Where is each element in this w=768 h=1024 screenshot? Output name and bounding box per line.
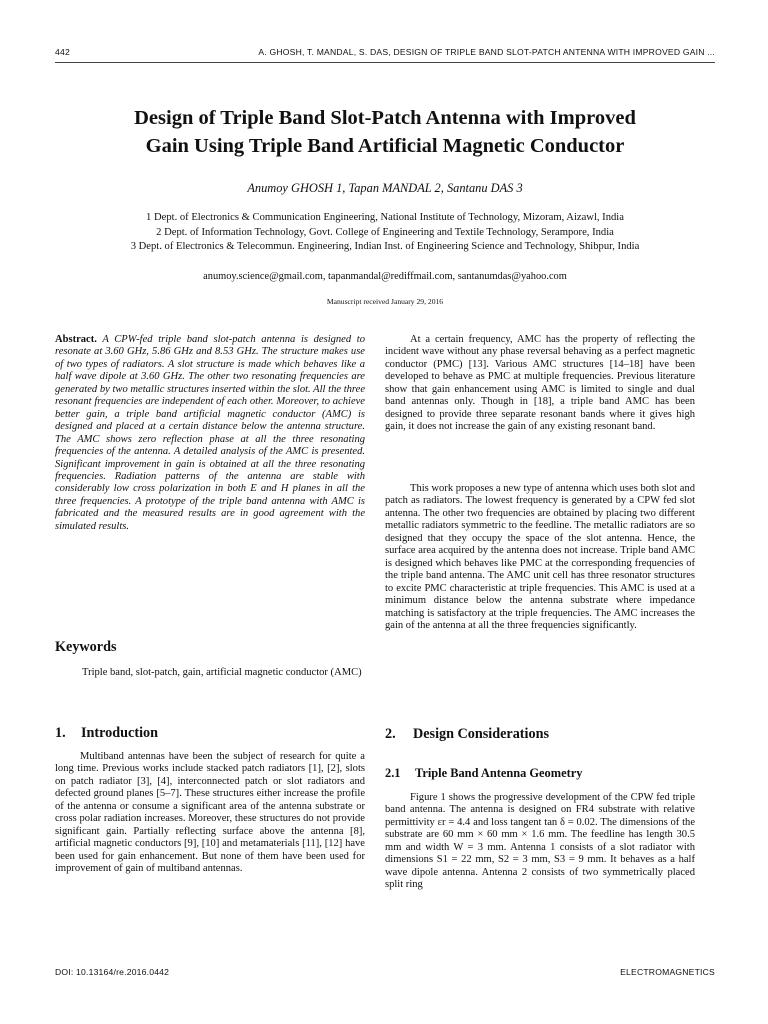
author-emails: anumoy.science@gmail.com, tapanmandal@rediffmail.com, santanumdas@yahoo.com — [203, 271, 567, 282]
journal-section: ELECTROMAGNETICS — [620, 967, 715, 977]
design-heading — [385, 726, 549, 743]
title-line-1: Design of Triple Band Slot-Patch Antenna with Improved — [134, 107, 636, 129]
paragraph: This work proposes a new type of antenna which uses both slot and patch as radiators. The lowest frequency is generated by a CPW fed slot antenna. The other two frequencies are obtained by placing two different metallic radiators symmetric to the feedline. The metallic radiators are so designed that they occupy the space of the slot antenna. Hence, the surface area acquired by the antenna does not increase. Triple band AMC is designed which behaves like PMC at the corresponding frequencies of the triple band antenna. The AMC unit cell has three resonator structures to excite PMC characteristic at triple frequencies. This AMC is used at a minimum distance below the antenna substrate where impedance matching is satisfactory at the triple frequencies. The AMC increases the gain of the antenna at all the three frequencies significantly. — [385, 483, 695, 631]
paragraph: At a certain frequency, AMC has the property of reflecting the incident wave without any phase reversal behaving as a perfect magnetic conductor (PMC) [13]. Various AMC structures [14–18] have been developed to behave as PMC at multiple frequencies. Previous literature show that gain enhancement using AMC is limited to single and dual band antennas only. Though in [18], a triple band AMC has been designed to provide three separate resonant bands where it gives high gain, it does not increase the gain of any existing resonant band. — [385, 334, 695, 433]
introduction-body — [55, 751, 365, 876]
keywords-heading: Keywords — [55, 639, 117, 655]
running-title: A. GHOSH, T. MANDAL, S. DAS, DESIGN OF TRIPLE BAND SLOT-PATCH ANTENNA WITH IMPROVED GAIN ... — [258, 47, 715, 57]
abstract-text: A CPW-fed triple band slot-patch antenna is designed to resonate at 3.60 GHz, 5.86 GHz and 8.53 GHz. The structure makes use of two types of radiators. A slot structure is made which behaves like a half wave dipole at 3.60 GHz. The other two resonating frequencies are generated by two metallic structures inserted within the slot. All the three resonant frequencies are independent of each other. Moreover, to achieve better gain, a triple band artificial magnetic conductor (AMC) is designed and placed at a certain distance below the antenna structure. The AMC shows zero reflection phase at all the three resonating frequencies of the antenna. A detailed analysis of the AMC is presented. Significant improvement in gain is obtained at all the three resonating frequencies. Radiation patterns of the antenna are stable with considerably low cross polarization in both E and H planes in all the three frequencies. A prototype of the triple band antenna with AMC is fabricated and the measured results are in good agreement with the simulated results. — [55, 334, 365, 532]
geometry-subheading — [385, 766, 582, 781]
header-rule — [55, 62, 715, 63]
subsection-number: 2.1 — [385, 766, 401, 780]
section-title: Design Considerations — [413, 726, 549, 742]
doi: DOI: 10.13164/re.2016.0442 — [55, 967, 170, 977]
title-line-2: Gain Using Triple Band Artificial Magnetic Conductor — [145, 135, 625, 157]
section-title: Introduction — [81, 725, 158, 741]
abstract-label: Abstract. — [55, 334, 97, 345]
manuscript-received: Manuscript received January 29, 2016 — [326, 297, 444, 306]
section-number: 2. — [385, 726, 396, 742]
affiliation-2: 2 Dept. of Information Technology, Govt. College of Engineering and Textile Technology, Serampore, India — [156, 226, 614, 238]
right-paragraph-2 — [385, 483, 695, 632]
section-number: 1. — [55, 725, 66, 741]
introduction-heading — [55, 725, 158, 742]
keywords-text: Triple band, slot-patch, gain, artificial magnetic conductor (AMC) — [82, 667, 362, 678]
affiliations — [40, 211, 730, 255]
affiliation-1: 1 Dept. of Electronics & Communication Engineering, National Institute of Technology, Mizoram, Aizawl, India — [146, 212, 624, 223]
authors: Anumoy GHOSH 1, Tapan MANDAL 2, Santanu DAS 3 — [247, 181, 523, 195]
abstract — [55, 334, 365, 533]
affiliation-3: 3 Dept. of Electronics & Telecommun. Engineering, Indian Inst. of Engineering Science and Technology, Shibpur, India — [130, 241, 640, 253]
paragraph: Figure 1 shows the progressive development of the CPW fed triple band antenna. The antenna is designed on FR4 substrate with relative permittivity εr = 4.4 and loss tangent tan δ = 0.02. The dimensions of the substrate are 60 mm × 60 mm × 1.6 mm. The feedline has length 30.5 mm and width W = 3 mm. Antenna 1 consists of a slot radiator with dimensions S1 = 22 mm, S2 = 3 mm, S3 = 9 mm. It behaves as a half wave dipole antenna. Antenna 2 consists of two symmetrically placed split ring — [385, 792, 695, 891]
subsection-title: Triple Band Antenna Geometry — [415, 766, 583, 780]
geometry-body — [385, 792, 695, 892]
paragraph: Multiband antennas have been the subject of research for quite a long time. Previous works include stacked patch radiators [1], [2], slots on patch radiator [3], [4], interconnected patch or slot radiators and defected ground planes [5–7]. These structures either increase the profile of the antenna or consume a significant area of the antenna substrate or cross polar radiation increases. Moreover, these structures do not provide significant gain. Partially reflecting surface above the antenna [8], artificial magnetic conductors [9], [10] and metamaterials [11], [12] have been used for gain enhancement. But none of them have been used for improvement of gain of multiband antennas. — [55, 751, 365, 875]
paper-title — [40, 104, 730, 160]
page-number: 442 — [55, 47, 70, 57]
right-paragraph-1 — [385, 334, 695, 434]
